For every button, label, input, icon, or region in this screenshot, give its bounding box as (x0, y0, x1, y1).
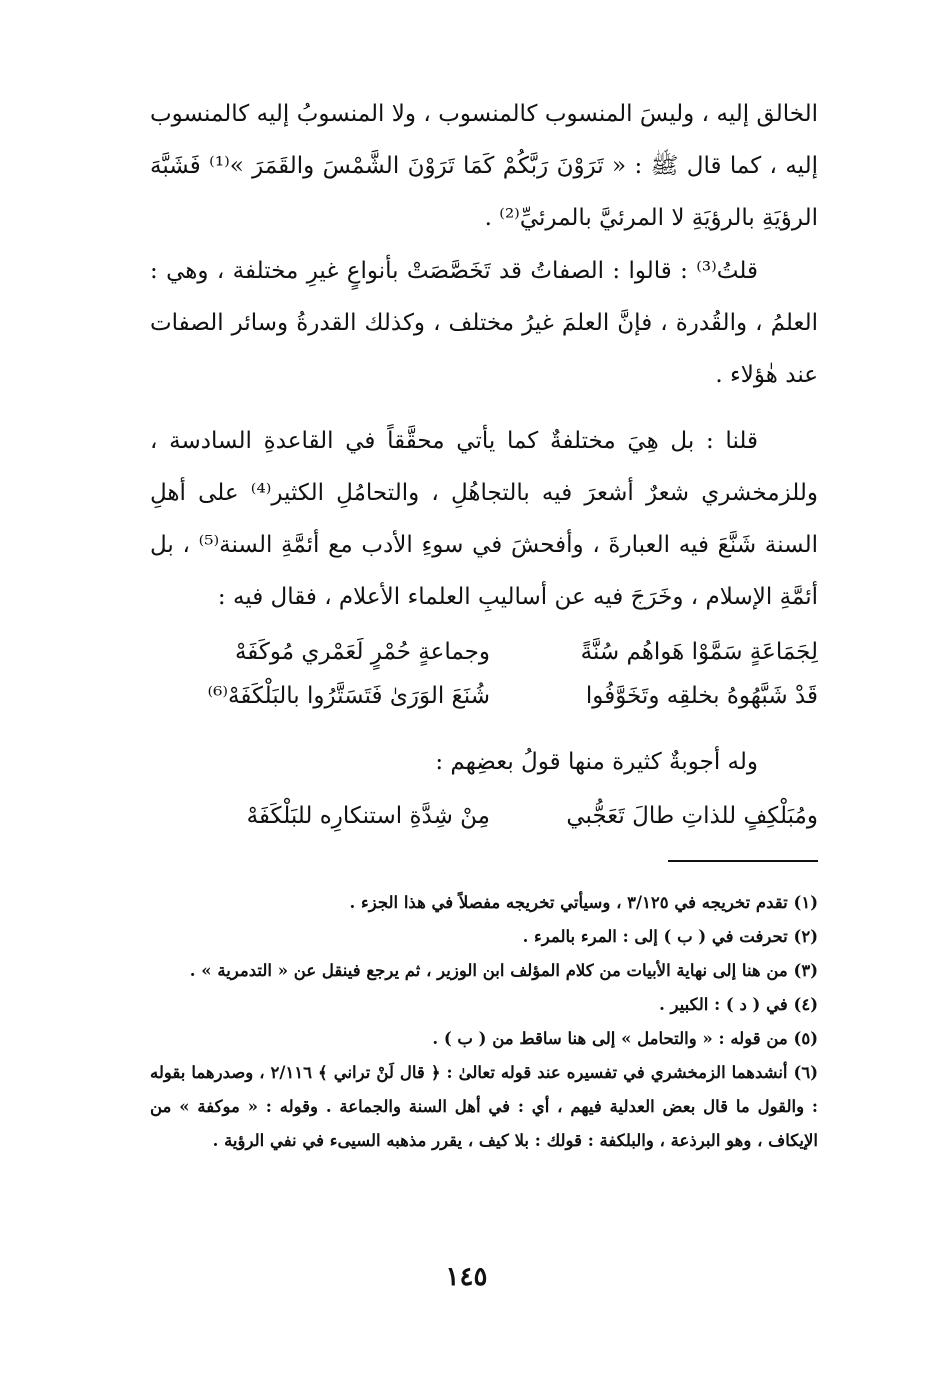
paragraph-3 (150, 415, 818, 623)
footnote-5: (٥) من قوله : « والتحامل » إلى هنا ساقط من ( ب ) . (432, 1029, 818, 1048)
paragraph-text: قلتُ⁽³⁾ : قالوا : الصفاتُ قد تَخَصَّصَتْ بأنواعٍ غيرِ مختلفة ، وهي : العلمُ ، والقُدرة ، فإنَّ العلمَ غيرُ مختلف ، وكذلك القدرةُ وسائر الصفات عند هٰؤلاء . (150, 258, 818, 388)
verse-second-hemistich: شُنَعَ الوَرَىٰ فَتَسَتَّرُوا بالبَلْكَفَهْ⁽⁶⁾ (207, 683, 490, 709)
verse-line-2 (150, 676, 818, 716)
verse-second-hemistich: وجماعةٍ حُمْرٍ لَعَمْري مُوكَفَهْ (234, 639, 490, 665)
verse-first-hemistich: قَدْ شَبَّهُوهُ بخلقِه وتَخَوَّفُوا (585, 683, 818, 709)
paragraph-1 (150, 88, 818, 244)
page-number: ١٤٥ (445, 1262, 488, 1292)
paragraph-text: قلنا : بل هِيَ مختلفةٌ كما يأتي محقَّقاً في القاعدةِ السادسة ، وللزمخشري شعرٌ أشعرَ فيه بالتجاهُلِ ، والتحامُلِ الكثير⁽⁴⁾ على أهلِ السنة شَنَّعَ فيه العبارةَ ، وأفحشَ في سوءِ الأدب مع أئمَّةِ السنة⁽⁵⁾ ، بل أئمَّةِ الإسلام ، وخَرَجَ فيه عن أساليبِ العلماء الأعلام ، فقال فيه : (150, 428, 819, 610)
verse-line-1 (150, 632, 818, 672)
verse-first-hemistich: لِجَمَاعَةٍ سَمَّوْا هَواهُم سُنَّةً (580, 639, 818, 665)
response-intro: وله أجوبةٌ كثيرة منها قولُ بعضِهم : (435, 749, 758, 775)
verse-second-hemistich: مِنْ شِدَّةِ استنكارِه للبَلْكَفَهْ (246, 803, 490, 829)
footnote-3: (٣) من هنا إلى نهاية الأبيات من كلام المؤلف ابن الوزير ، ثم يرجع فينقل عن « التدمرية » . (189, 961, 818, 980)
footnotes (150, 886, 818, 1158)
footnote-6: (٦) أنشدهما الزمخشري في تفسيره عند قوله تعالىٰ : ﴿ قال لَنْ تراني ﴾ ٢/١١٦ ، وصدرهما بقوله : والقول ما قال بعض العدلية فيهم ، أي : في أهل السنة والجماعة . وقوله : « موكفة » من الإيكاف ، وهو البرذعة ، والبلكفة : قولك : بلا كيف ، يقرر مذهبه السيىء في نفي الرؤية . (150, 1063, 818, 1150)
footnote-4: (٤) في ( د ) : الكبير . (659, 995, 818, 1014)
paragraph-2 (150, 245, 818, 401)
footnote-1: (١) تقدم تخريجه في ٣/١٢٥ ، وسيأتي تخريجه مفصلاً في هذا الجزء . (349, 893, 818, 912)
response-verse (150, 796, 818, 836)
footnote-2: (٢) تحرفت في ( ب ) إلى : المرء بالمرء . (522, 927, 818, 946)
verse-first-hemistich: ومُبَلْكِفٍ للذاتِ طالَ تَعَجُّبي (566, 803, 818, 829)
footnote-separator (668, 860, 818, 862)
paragraph-text: الخالق إليه ، وليسَ المنسوب كالمنسوب ، ولا المنسوبُ إليه كالمنسوب إليه ، كما قال ﷺ : « تَرَوْنَ رَبَّكُمْ كَمَا تَرَوْنَ الشَّمْسَ والقَمَرَ »⁽¹⁾ فَشَبَّهَ الرؤيَةِ بالرؤيَةِ لا المرئيَّ بالمرئيِّ⁽²⁾ . (150, 101, 819, 231)
